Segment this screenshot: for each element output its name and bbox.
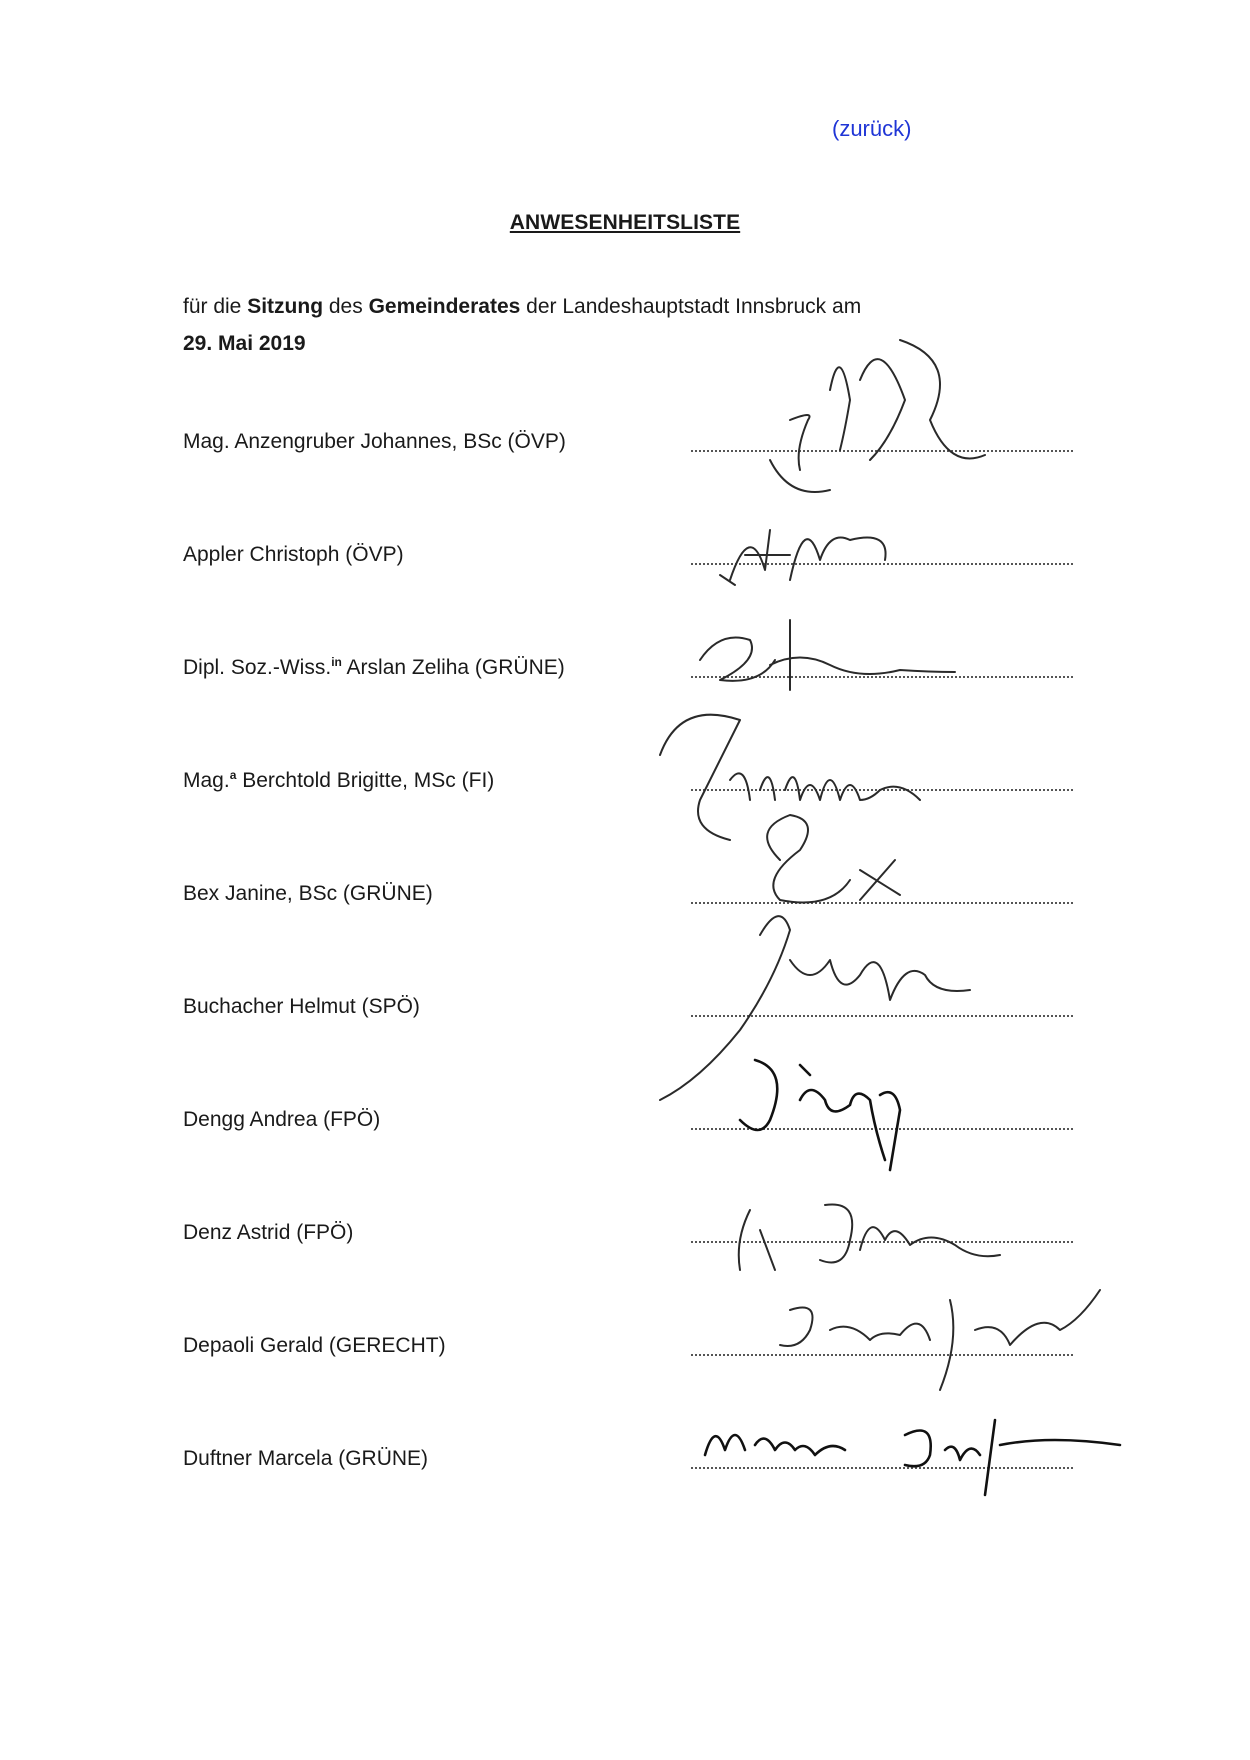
- signature-line: [691, 1015, 1073, 1017]
- intro-line: [183, 288, 861, 325]
- intro-part3: der Landeshauptstadt Innsbruck am: [520, 295, 862, 318]
- intro-part2: des: [323, 295, 369, 318]
- attendee-row: [183, 759, 1073, 799]
- attendee-row: [183, 1437, 1073, 1477]
- attendee-row: [183, 985, 1073, 1025]
- attendee-name: Appler Christoph (ÖVP): [183, 543, 404, 566]
- attendee-row: [183, 420, 1073, 460]
- attendee-name: Bex Janine, BSc (GRÜNE): [183, 882, 433, 905]
- attendee-name: Denz Astrid (FPÖ): [183, 1221, 354, 1244]
- intro-gemeinderat: Gemeinderates: [368, 295, 521, 318]
- attendee-row: [183, 1324, 1073, 1364]
- intro-text: [183, 288, 861, 362]
- document-title: ANWESENHEITSLISTE: [509, 211, 741, 234]
- attendee-row: [183, 1098, 1073, 1138]
- signature-line: [691, 450, 1073, 452]
- intro-sitzung: Sitzung: [247, 295, 324, 318]
- signature-line: [691, 1467, 1073, 1469]
- signature-line: [691, 1128, 1073, 1130]
- intro-part1: für die: [183, 295, 248, 318]
- signature-line: [691, 902, 1073, 904]
- attendee-name: Depaoli Gerald (GERECHT): [183, 1334, 446, 1357]
- attendee-name: Mag.$^a$ Berchtold Brigitte, MSc (FI): [183, 768, 495, 792]
- attendee-name: Duftner Marcela (GRÜNE): [183, 1447, 429, 1470]
- attendee-row: [183, 872, 1073, 912]
- handwritten-signature: [770, 340, 985, 492]
- signature-line: [691, 676, 1073, 678]
- signature-line: [691, 789, 1073, 791]
- signature-line: [691, 1241, 1073, 1243]
- attendee-name: Mag. Anzengruber Johannes, BSc (ÖVP): [183, 430, 566, 453]
- session-date: 29. Mai 2019: [183, 332, 306, 355]
- back-link[interactable]: (zurück): [832, 116, 912, 141]
- attendee-name: Buchacher Helmut (SPÖ): [183, 995, 420, 1018]
- attendee-name: Dengg Andrea (FPÖ): [183, 1108, 381, 1131]
- signature-line: [691, 1354, 1073, 1356]
- attendee-name: Dipl. Soz.-Wiss.$^{in}$ Arslan Zeliha (GRÜNE): [183, 655, 565, 679]
- attendee-row: [183, 646, 1073, 686]
- attendee-row: [183, 1211, 1073, 1251]
- attendee-row: [183, 533, 1073, 573]
- signature-line: [691, 563, 1073, 565]
